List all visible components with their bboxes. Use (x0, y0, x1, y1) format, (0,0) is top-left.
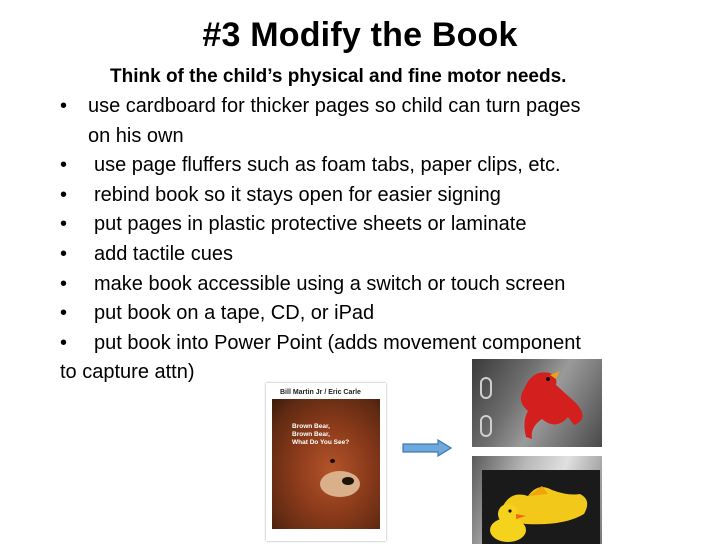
bullet-text: make book accessible using a switch or touch screen (94, 272, 566, 295)
bullet-text: put book into Power Point (adds movement component (94, 331, 581, 354)
binder-red-bird-photo (472, 359, 602, 447)
binder-yellow-duck-photo (472, 456, 602, 544)
yellow-duck-icon (472, 456, 602, 544)
bullet-text: add tactile cues (94, 242, 233, 265)
book-title (292, 423, 349, 447)
book-cover-image (266, 383, 386, 541)
list-item (60, 240, 700, 270)
slide-title: #3 Modify the Book (202, 16, 518, 54)
bullet-dot: • (60, 331, 68, 354)
list-item (60, 210, 700, 240)
list-item (60, 92, 700, 151)
bear-snout (320, 471, 360, 497)
book-title-line: Brown Bear, (292, 423, 330, 430)
bullet-text-continued: on his own (88, 124, 184, 147)
bullet-list (60, 92, 700, 388)
bullet-text: rebind book so it stays open for easier signing (94, 183, 501, 206)
book-title-line: What Do You See? (292, 439, 350, 446)
book-title-line: Brown Bear, (292, 431, 330, 438)
bear-eye (330, 459, 335, 463)
bear-nose (342, 477, 354, 485)
bullet-text: put pages in plastic protective sheets or laminate (94, 213, 527, 236)
brown-bear-illustration (272, 399, 380, 529)
bullet-dot: • (60, 213, 68, 236)
list-item (60, 299, 700, 329)
list-item (60, 270, 700, 300)
list-item (60, 151, 700, 181)
bullet-text: use page fluffers such as foam tabs, paper clips, etc. (94, 154, 561, 177)
bullet-dot: • (60, 242, 68, 265)
list-item (60, 181, 700, 211)
bullet-dot: • (60, 302, 68, 325)
bullet-dot: • (60, 183, 68, 206)
bullet-text: put book on a tape, CD, or iPad (94, 302, 375, 325)
bullet-dot: • (60, 154, 68, 177)
bullet-dot: • (60, 272, 68, 295)
bullet-text-continued: to capture attn) (60, 361, 195, 384)
right-arrow-icon (402, 439, 452, 457)
red-bird-icon (472, 359, 602, 447)
bullet-text: use cardboard for thicker pages so child can turn pages (88, 95, 581, 117)
list-item (60, 329, 700, 388)
slide-subtitle: Think of the child’s physical and fine motor needs. (110, 66, 567, 87)
bullet-dot: • (60, 95, 68, 117)
book-author: Bill Martin Jr / Eric Carle (280, 389, 361, 396)
